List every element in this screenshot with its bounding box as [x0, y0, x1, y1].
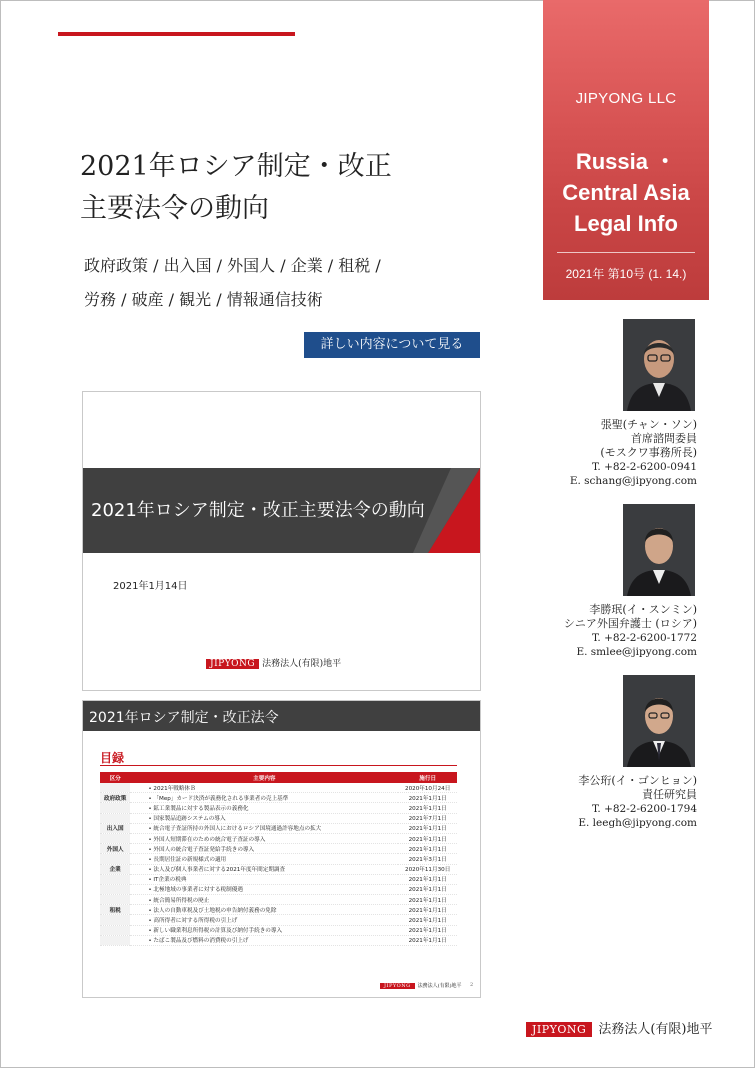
table-cell-date: 2020年11月30日 — [398, 864, 457, 874]
contact-card — [570, 418, 697, 488]
table-row — [100, 895, 457, 905]
contact-phone: T. +82-2-6200-1794 — [591, 803, 697, 815]
table-cell-cat: 企業 — [100, 864, 130, 874]
table-cell-cat — [100, 884, 130, 894]
table-cell-cat — [100, 935, 130, 945]
table-row — [100, 783, 457, 793]
table-cell-item — [130, 915, 398, 925]
bullet-icon: • — [148, 907, 154, 914]
table-item-text: 外国人短期滞在のための統合電子査証の導入 — [153, 836, 266, 843]
slide-toc-thumbnail — [82, 700, 481, 998]
contact-name: 張聖(チャン・ソン) — [600, 418, 697, 431]
profile-photo — [623, 319, 695, 411]
bullet-icon: • — [148, 846, 154, 853]
table-row — [100, 935, 457, 945]
table-row — [100, 884, 457, 894]
table-cell-cat — [100, 915, 130, 925]
table-item-text: 高所得者に対する所得税の引上げ — [153, 918, 238, 925]
table-item-text: 法人の自動車税及び土地税の申告納付義務の免除 — [153, 907, 277, 914]
table-cell-item — [130, 854, 398, 864]
table-item-text: 統合電子査証所持の外国人におけるロシア国境通過許容地点の拡大 — [153, 826, 322, 833]
table-cell-item — [130, 864, 398, 874]
bullet-icon: • — [148, 826, 154, 833]
banner-title-line: Central Asia — [562, 180, 690, 205]
topic-line: 労務 / 破産 / 観光 / 情報通信技術 — [84, 290, 323, 309]
table-cell-cat: 租税 — [100, 905, 130, 915]
table-cell-date: 2021年1月1日 — [398, 833, 457, 843]
contact-role: (モスクワ事務所長) — [600, 446, 697, 459]
table-row — [100, 864, 457, 874]
contact-card — [578, 774, 697, 830]
contact-name: 李公珩(イ・ゴンヒョン) — [578, 774, 697, 787]
table-row — [100, 844, 457, 854]
table-cell-item — [130, 925, 398, 935]
table-cell-item — [130, 823, 398, 833]
table-item-text: 統合簡易所得税の廃止 — [153, 897, 210, 904]
logo-box: JIPYONG — [206, 659, 259, 669]
table-cell-cat — [100, 803, 130, 813]
table-cell-date: 2021年1月1日 — [398, 935, 457, 945]
bullet-icon: • — [148, 867, 154, 874]
profile-photo — [623, 504, 695, 596]
contact-phone: T. +82-2-6200-0941 — [591, 461, 697, 473]
table-cell-date: 2021年1月1日 — [398, 884, 457, 894]
table-row — [100, 925, 457, 935]
table-cell-cat — [100, 874, 130, 884]
bullet-icon: • — [148, 877, 154, 884]
logo-text: 法務法人(有限)地平 — [262, 659, 342, 669]
banner-divider — [557, 252, 695, 253]
table-cell-item — [130, 803, 398, 813]
contact-card — [564, 603, 697, 659]
table-cell-cat — [100, 813, 130, 823]
logo-text: 法務法人(有限)地平 — [417, 983, 462, 989]
table-item-text: 「Mep」カード決済が義務化される事業者の売上基準 — [153, 795, 289, 802]
toc-table — [100, 772, 457, 946]
contact-phone: T. +82-2-6200-1772 — [591, 632, 697, 644]
bullet-icon: • — [148, 918, 154, 925]
toc-divider — [100, 765, 457, 766]
bullet-icon: • — [148, 816, 154, 823]
table-row — [100, 823, 457, 833]
table-item-text: 鉱工業製品に対する製品表示の義務化 — [153, 805, 249, 812]
table-row — [100, 833, 457, 843]
table-row — [100, 915, 457, 925]
table-cell-cat — [100, 783, 130, 793]
bullet-icon: • — [148, 938, 154, 945]
table-cell-item — [130, 874, 398, 884]
table-cell-item — [130, 884, 398, 894]
banner-title — [543, 146, 709, 239]
bullet-icon: • — [148, 805, 154, 812]
table-cell-cat — [100, 854, 130, 864]
banner-title-line: Legal Info — [574, 211, 678, 236]
table-cell-date: 2021年1月1日 — [398, 925, 457, 935]
logo-box: JIPYONG — [526, 1022, 592, 1037]
table-cell-item — [130, 844, 398, 854]
bullet-icon: • — [148, 856, 154, 863]
table-cell-date: 2021年1月1日 — [398, 874, 457, 884]
table-item-text: たばこ製品及び燃料の消費税の引上げ — [153, 938, 249, 945]
column-header: 主要内容 — [130, 772, 398, 783]
table-item-text: 2021年戦略体Ｂ — [153, 785, 196, 792]
table-cell-date: 2021年3月1日 — [398, 854, 457, 864]
table-row — [100, 793, 457, 803]
toc-heading: 目録 — [100, 751, 125, 765]
banner-issue: 2021年 第10号 (1. 14.) — [565, 267, 687, 281]
table-item-text: 新しい職業利息所得税の計算及び納付手続きの導入 — [153, 928, 283, 935]
table-cell-item — [130, 813, 398, 823]
table-row — [100, 874, 457, 884]
table-item-text: 北極地域の事業者に対する税制優遇 — [153, 887, 243, 894]
table-cell-cat: 外国人 — [100, 844, 130, 854]
page-title-line: 主要法令の動向 — [80, 193, 269, 224]
banner-firm-name: JIPYONG LLC — [575, 90, 677, 107]
profile-photo — [623, 675, 695, 767]
bullet-icon: • — [148, 795, 154, 802]
table-cell-date: 2021年1月1日 — [398, 905, 457, 915]
page-title-line: 2021年ロシア制定・改正 — [80, 151, 392, 182]
table-cell-cat — [100, 895, 130, 905]
table-cell-item — [130, 895, 398, 905]
table-cell-date: 2020年10月24日 — [398, 783, 457, 793]
slide-title: 2021年ロシア制定・改正主要法令の動向 — [91, 500, 425, 521]
page-title — [80, 146, 392, 230]
contact-role: 責任研究員 — [642, 788, 697, 801]
contact-email[interactable]: E. schang@jipyong.com — [569, 475, 697, 487]
table-cell-cat: 出入国 — [100, 823, 130, 833]
table-item-text: IT企業の税典 — [153, 877, 187, 884]
read-more-button[interactable]: 詳しい内容について見る — [304, 332, 480, 358]
contact-role: 首席諮問委員 — [631, 432, 697, 445]
table-cell-cat: 政府政策 — [100, 793, 130, 803]
newsletter-banner — [543, 0, 709, 300]
table-cell-item — [130, 935, 398, 945]
logo-text: 法務法人(有限)地平 — [598, 1022, 713, 1037]
table-cell-item — [130, 905, 398, 915]
contact-role: シニア外国弁護士 (ロシア) — [563, 617, 697, 630]
table-cell-date: 2021年1月1日 — [398, 895, 457, 905]
bullet-icon: • — [148, 928, 154, 935]
table-cell-cat — [100, 925, 130, 935]
table-item-text: 外国人の統合電子査証発給手続きの導入 — [153, 846, 255, 853]
bullet-icon: • — [148, 836, 154, 843]
slide-date: 2021年1月14日 — [113, 581, 188, 592]
table-item-text: 法人及び個人事業者に対する2021年度年間定期調査 — [153, 867, 286, 874]
contact-email[interactable]: E. smlee@jipyong.com — [576, 646, 697, 658]
table-cell-item — [130, 793, 398, 803]
table-item-text: 長期居住証の新規様式の適用 — [153, 856, 227, 863]
table-cell-cat — [100, 833, 130, 843]
table-row — [100, 813, 457, 823]
banner-title-line: Russia ・ — [575, 149, 677, 174]
slide-footer-logo — [380, 982, 462, 989]
table-cell-date: 2021年1月1日 — [398, 803, 457, 813]
table-cell-date: 2021年1月1日 — [398, 844, 457, 854]
slide-logo — [206, 656, 341, 669]
table-cell-item — [130, 833, 398, 843]
bullet-icon: • — [148, 887, 154, 894]
column-header: 施行日 — [398, 772, 457, 783]
logo-box: JIPYONG — [380, 983, 415, 989]
column-header: 区分 — [100, 772, 130, 783]
topic-list — [84, 249, 381, 317]
slide-cover-thumbnail — [82, 391, 481, 691]
table-item-text: 国家製品追跡システムの導入 — [153, 816, 226, 823]
contact-name: 李勝珉(イ・スンミン) — [589, 603, 697, 616]
footer-logo — [526, 1018, 713, 1037]
accent-line — [58, 32, 295, 36]
table-cell-date: 2021年1月1日 — [398, 915, 457, 925]
table-cell-date: 2021年1月1日 — [398, 793, 457, 803]
table-row — [100, 905, 457, 915]
page-number: 2 — [470, 982, 474, 988]
topic-line: 政府政策 / 出入国 / 外国人 / 企業 / 租税 / — [84, 256, 381, 275]
bullet-icon: • — [148, 897, 154, 904]
table-cell-date: 2021年7月1日 — [398, 813, 457, 823]
bullet-icon: • — [148, 785, 154, 792]
table-row — [100, 803, 457, 813]
contact-email[interactable]: E. leegh@jipyong.com — [578, 817, 697, 829]
slide-header-title: 2021年ロシア制定・改正法令 — [89, 710, 279, 726]
table-cell-item — [130, 783, 398, 793]
table-row — [100, 854, 457, 864]
table-cell-date: 2021年1月1日 — [398, 823, 457, 833]
